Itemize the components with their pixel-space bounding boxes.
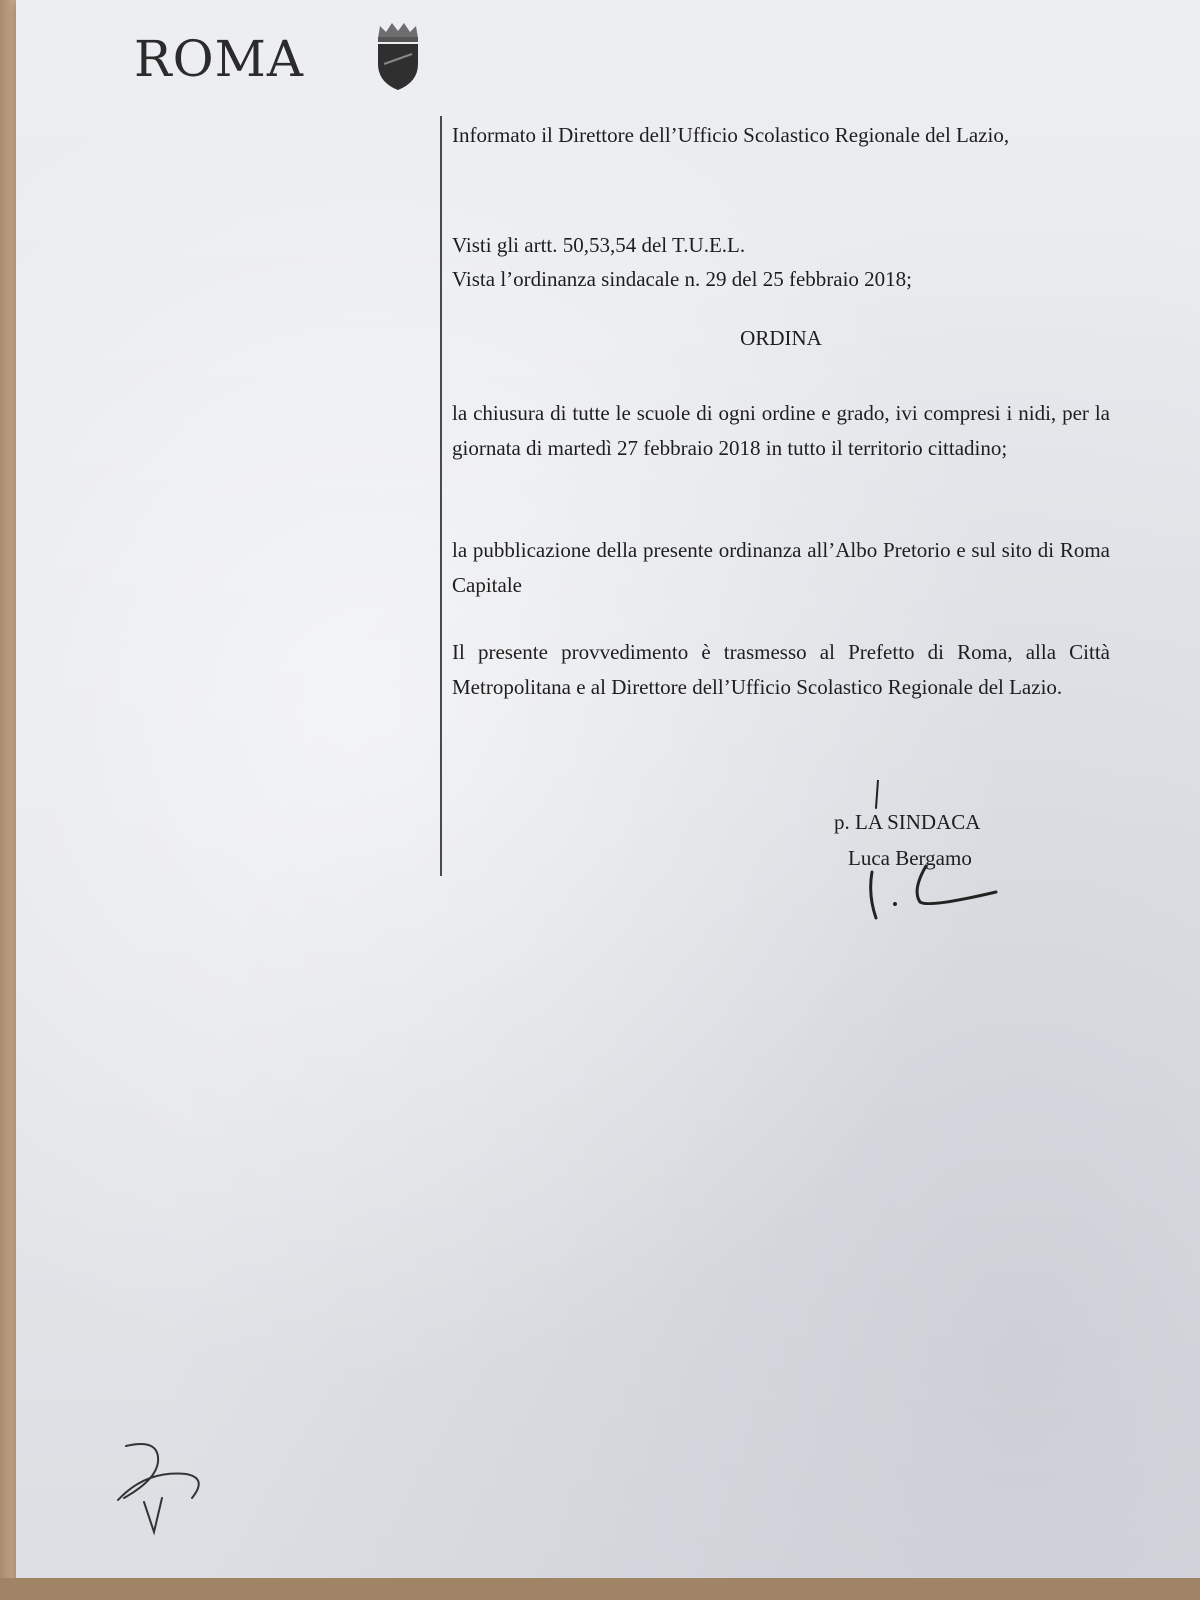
document-page <box>16 0 1200 1580</box>
signatory-name: Luca Bergamo <box>848 846 972 870</box>
handwritten-signature <box>856 780 1026 930</box>
paragraph-pubblicazione: la pubblicazione della presente ordinanza all’Albo Pretorio e sul sito di Roma Capitale <box>452 538 1110 597</box>
roma-logo-text: ROMA <box>134 30 304 88</box>
signatory-title: p. LA SINDACA <box>834 810 981 834</box>
paragraph-trasmesso: Il presente provvedimento è trasmesso al Prefetto di Roma, alla Città Metropolitana e al Direttore dell’Ufficio Scolastico Regionale del Lazio. <box>452 640 1110 699</box>
handwritten-initials <box>116 1440 226 1540</box>
paragraph-chiusura: la chiusura di tutte le scuole di ogni ordine e grado, ivi compresi i nidi, per la giornata di martedì 27 febbraio 2018 in tutto il territorio cittadino; <box>452 401 1110 460</box>
table-surface <box>0 1578 1200 1600</box>
ordina-heading: ORDINA <box>740 326 822 350</box>
paragraph-informato: Informato il Direttore dell’Ufficio Scolastico Regionale del Lazio, <box>452 123 1010 147</box>
margin-rule <box>440 116 442 876</box>
roma-crest-icon <box>370 20 426 92</box>
paragraph-visti: Visti gli artt. 50,53,54 del T.U.E.L. <box>452 233 746 257</box>
paragraph-vista: Vista l’ordinanza sindacale n. 29 del 25 febbraio 2018; <box>452 267 913 291</box>
